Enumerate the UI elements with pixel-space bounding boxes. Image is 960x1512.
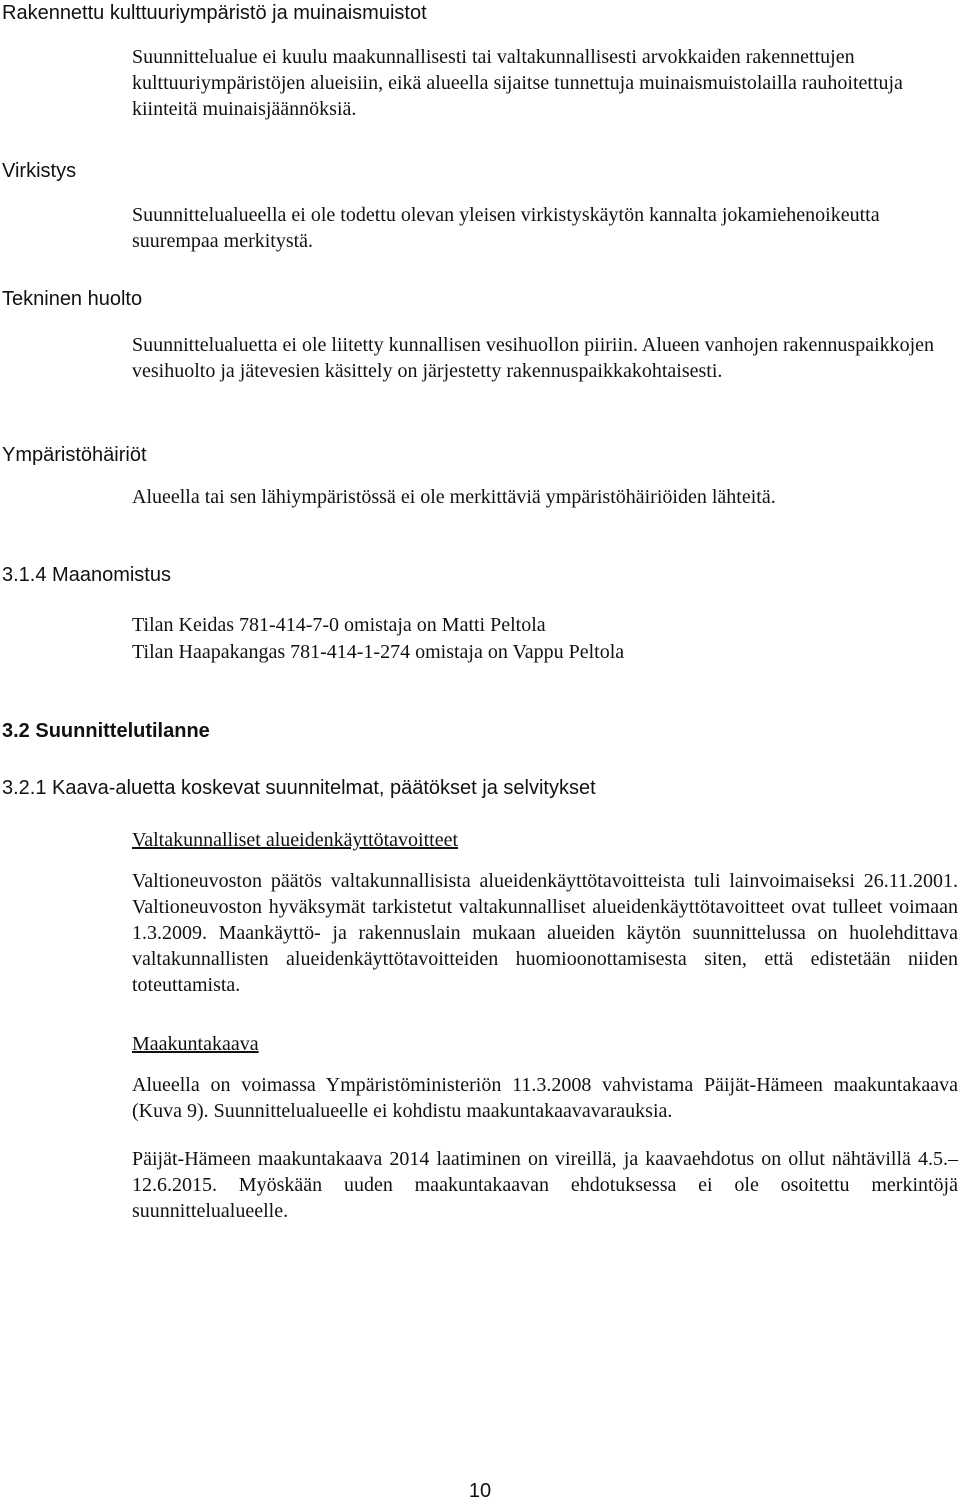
section-heading-kaava: 3.2.1 Kaava-aluetta koskevat suunnitelmat, päätökset ja selvitykset: [2, 777, 596, 799]
paragraph-maakuntakaava-1: Alueella on voimassa Ympäristöministeriön 11.3.2008 vahvistama Päijät-Hämeen maakuntakaava (Kuva 9). Suunnittelualueelle ei kohdistu maakuntakaavavarauksia.: [132, 1074, 958, 1122]
page-number: 10: [468, 1480, 492, 1502]
maanomistus-line-1: Tilan Keidas 781-414-7-0 omistaja on Matti Peltola: [132, 614, 546, 636]
section-heading-kulttuuri: Rakennettu kulttuuriympäristö ja muinaismuistot: [2, 2, 427, 24]
paragraph-kulttuuri: Suunnittelualue ei kuulu maakunnallisesti tai valtakunnallisesti arvokkaiden rakennettujen kulttuuriympäristöjen alueisiin, eikä alueella sijaitse tunnettuja muinaismuistolailla rauhoitettuja kiinteitä muinaisjäännöksiä.: [132, 46, 903, 120]
section-heading-tekninen: Tekninen huolto: [2, 288, 143, 310]
section-heading-ymparisto: Ympäristöhäiriöt: [2, 444, 147, 466]
paragraph-maakuntakaava-2: Päijät-Hämeen maakuntakaava 2014 laatiminen on vireillä, ja kaavaehdotus on ollut nähtävillä 4.5.–12.6.2015. Myöskään uuden maakuntakaavan ehdotuksessa ei ole osoitettu merkintöjä suunnittelualueelle.: [132, 1148, 958, 1222]
paragraph-ymparisto: Alueella tai sen lähiympäristössä ei ole merkittäviä ympäristöhäiriöiden lähteitä.: [132, 486, 776, 508]
chapter-heading-suunnittelutilanne: 3.2 Suunnittelutilanne: [2, 720, 210, 742]
section-heading-virkistys: Virkistys: [2, 160, 77, 182]
subheading-maakuntakaava: Maakuntakaava: [132, 1033, 259, 1055]
subheading-valtakunnalliset: Valtakunnalliset alueidenkäyttötavoitteet: [132, 829, 459, 851]
section-heading-maanomistus: 3.1.4 Maanomistus: [2, 564, 171, 586]
paragraph-tekninen: Suunnittelualuetta ei ole liitetty kunnallisen vesihuollon piiriin. Alueen vanhojen rakennuspaikkojen vesihuolto ja jätevesien käsittely on järjestetty rakennuspaikkakohtaisesti.: [132, 334, 935, 382]
paragraph-virkistys: Suunnittelualueella ei ole todettu olevan yleisen virkistyskäytön kannalta jokamiehenoikeutta suurempaa merkitystä.: [132, 204, 880, 252]
paragraph-valtakunnalliset: Valtioneuvoston päätös valtakunnallisista alueidenkäyttötavoitteista tuli lainvoimaiseksi 26.11.2001. Valtioneuvoston hyväksymät tarkistetut valtakunnalliset alueidenkäyttötavoitteet ovat tulleet voimaan 1.3.2009. Maankäyttö- ja rakennuslain mukaan alueiden käytön suunnittelussa on huolehdittava valtakunnallisten alueidenkäyttötavoitteiden huomioonottamisesta siten, että edistetään niiden toteuttamista.: [132, 870, 958, 996]
maanomistus-line-2: Tilan Haapakangas 781-414-1-274 omistaja on Vappu Peltola: [132, 641, 625, 663]
